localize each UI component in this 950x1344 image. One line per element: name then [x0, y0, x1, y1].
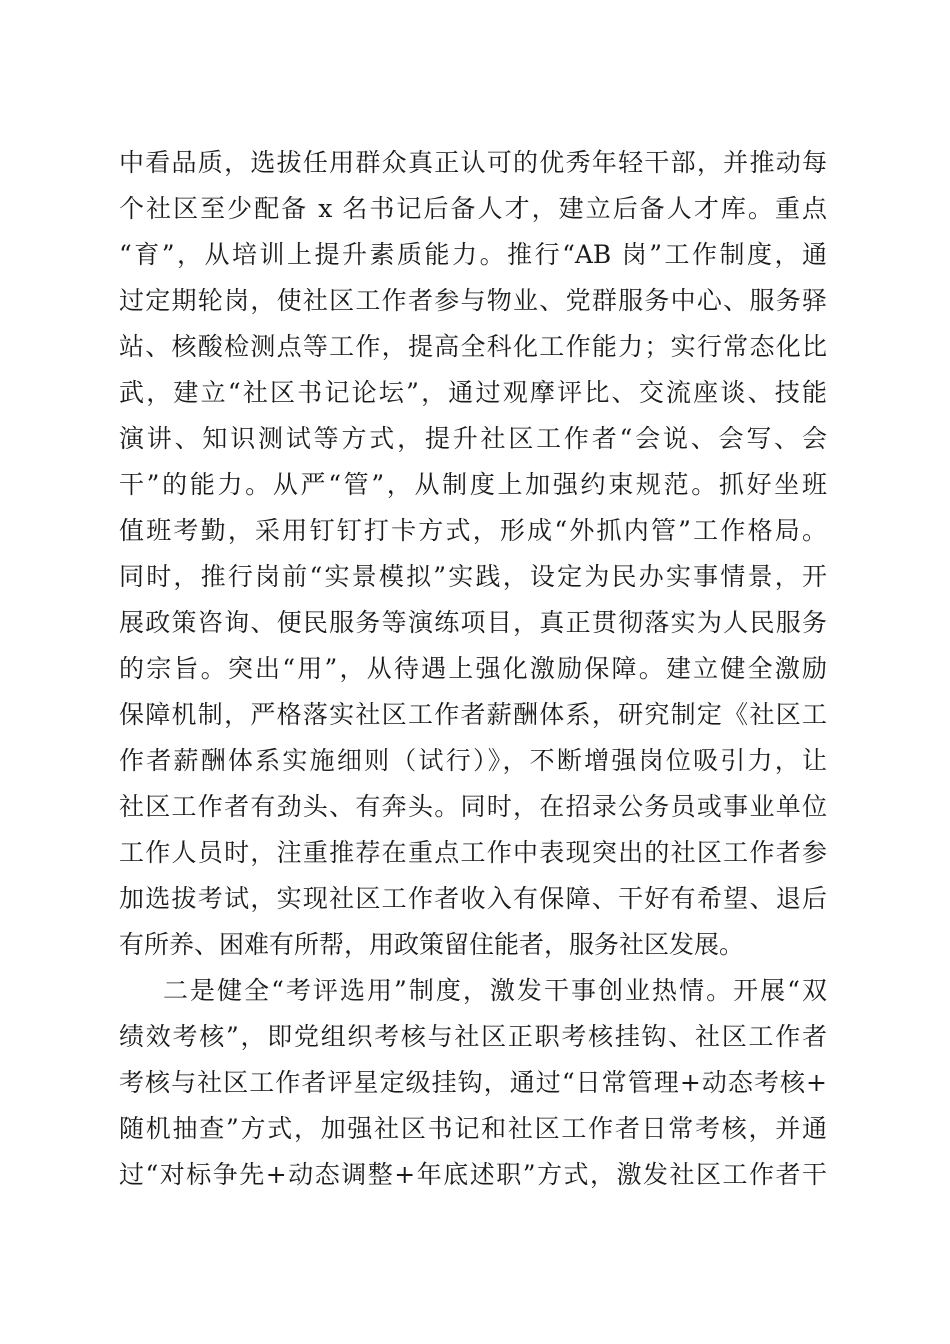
- text-line: 绩效考核”，即党组织考核与社区正职考核挂钩、社区工作者: [119, 1022, 827, 1051]
- text-line: 中看品质，选拔任用群众真正认可的优秀年轻干部，并推动每: [119, 148, 827, 177]
- text-line: 社区工作者有劲头、有奔头。同时，在招录公务员或事业单位: [119, 792, 827, 821]
- text-line: 过“对标争先+动态调整+年底述职”方式，激发社区工作者干: [119, 1160, 827, 1189]
- text-line: 的宗旨。突出“用”，从待遇上强化激励保障。建立健全激励: [119, 654, 827, 683]
- paragraph-start-line: 二是健全“考评选用”制度，激发干事创业热情。开展“双: [163, 976, 827, 1005]
- body-text: [119, 140, 827, 1198]
- text-line: 保障机制，严格落实社区工作者薪酬体系，研究制定《社区工: [119, 700, 827, 729]
- text-line: 值班考勤，采用钉钉打卡方式，形成“外抓内管”工作格局。: [119, 516, 827, 545]
- text-line: 作者薪酬体系实施细则（试行）》，不断增强岗位吸引力，让: [119, 746, 827, 775]
- text-line: 考核与社区工作者评星定级挂钩，通过“日常管理+动态考核+: [119, 1068, 827, 1097]
- paragraph-end-line: 有所养、困难有所帮，用政策留住能者，服务社区发展。: [119, 930, 745, 959]
- text-line: 站、核酸检测点等工作，提高全科化工作能力；实行常态化比: [119, 332, 827, 361]
- text-line: 个社区至少配备 x 名书记后备人才，建立后备人才库。重点: [119, 194, 827, 223]
- text-line: 武，建立“社区书记论坛”，通过观摩评比、交流座谈、技能: [119, 378, 827, 407]
- text-line: 工作人员时，注重推荐在重点工作中表现突出的社区工作者参: [119, 838, 827, 867]
- text-line: 随机抽查”方式，加强社区书记和社区工作者日常考核，并通: [119, 1114, 827, 1143]
- text-line: 过定期轮岗，使社区工作者参与物业、党群服务中心、服务驿: [119, 286, 827, 315]
- text-line: 加选拔考试，实现社区工作者收入有保障、干好有希望、退后: [119, 884, 827, 913]
- text-line: 同时，推行岗前“实景模拟”实践，设定为民办实事情景，开: [119, 562, 827, 591]
- text-line: 干”的能力。从严“管”，从制度上加强约束规范。抓好坐班: [119, 470, 827, 499]
- text-line: 展政策咨询、便民服务等演练项目，真正贯彻落实为人民服务: [119, 608, 827, 637]
- text-line: 演讲、知识测试等方式，提升社区工作者“会说、会写、会: [119, 424, 827, 453]
- text-line: “育”，从培训上提升素质能力。推行“AB 岗”工作制度，通: [119, 240, 827, 269]
